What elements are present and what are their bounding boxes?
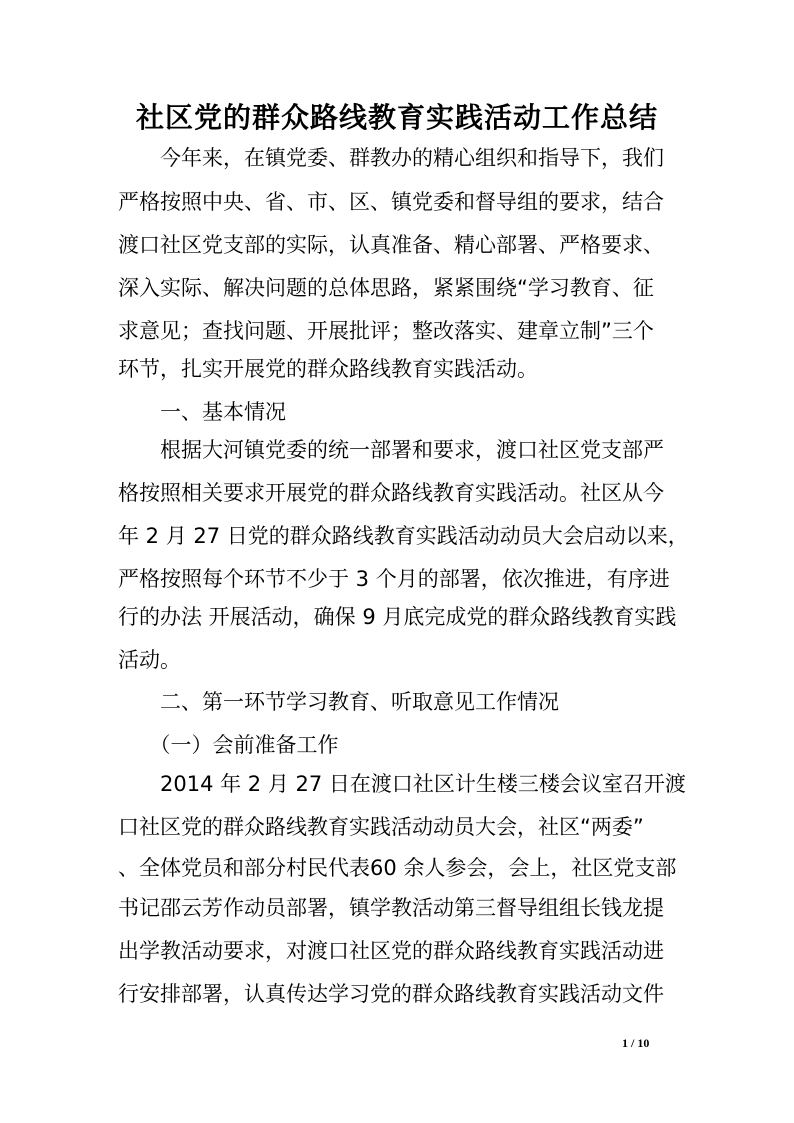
page-number: 1 / 10 xyxy=(622,1036,650,1050)
section-heading: 一、基本情况 xyxy=(118,400,286,424)
document-title: 社区党的群众路线教育实践活动工作总结 xyxy=(135,101,658,134)
body-line: 今年来，在镇党委、群教办的精心组织和指导下，我们 xyxy=(118,146,664,170)
body-line: 行的办法 开展活动，确保 9 月底完成党的群众路线教育实践 xyxy=(118,605,677,629)
body-line: 口社区党的群众路线教育实践活动动员大会，社区“两委” xyxy=(118,815,644,839)
body-line: 书记邵云芳作动员部署，镇学教活动第三督导组组长钱龙提 xyxy=(118,896,664,920)
body-line: 行安排部署，认真传达学习党的群众路线教育实践活动文件 xyxy=(118,982,664,1006)
body-line: 格按照相关要求开展党的群众路线教育实践活动。社区从今 xyxy=(118,481,664,505)
body-line: 、全体党员和部分村民代表60 余人参会，会上，社区党支部 xyxy=(118,856,677,880)
body-line: 环节，扎实开展党的群众路线教育实践活动。 xyxy=(118,357,538,381)
body-line: 严格按照每个环节不少于 3 个月的部署，依次推进，有序进 xyxy=(118,567,670,591)
body-line: 2014 年 2 月 27 日在渡口社区计生楼三楼会议室召开渡 xyxy=(118,772,686,796)
section-heading: 二、第一环节学习教育、听取意见工作情况 xyxy=(118,690,559,714)
body-line: 渡口社区党支部的实际，认真准备、精心部署、严格要求、 xyxy=(118,233,664,257)
body-line: 求意见；查找问题、开展批评；整改落实、建章立制”三个 xyxy=(118,319,654,343)
body-line: 活动。 xyxy=(118,648,181,672)
body-line: 根据大河镇党委的统一部署和要求，渡口社区党支部严 xyxy=(118,438,664,462)
body-line: 出学教活动要求，对渡口社区党的群众路线教育实践活动进 xyxy=(118,939,664,963)
subsection-heading: （一）会前准备工作 xyxy=(118,733,339,757)
body-line: 严格按照中央、省、市、区、镇党委和督导组的要求，结合 xyxy=(118,190,664,214)
body-line: 年 2 月 27 日党的群众路线教育实践活动动员大会启动以来， xyxy=(118,524,689,548)
body-line: 深入实际、解决问题的总体思路，紧紧围绕“学习教育、征 xyxy=(118,276,654,300)
